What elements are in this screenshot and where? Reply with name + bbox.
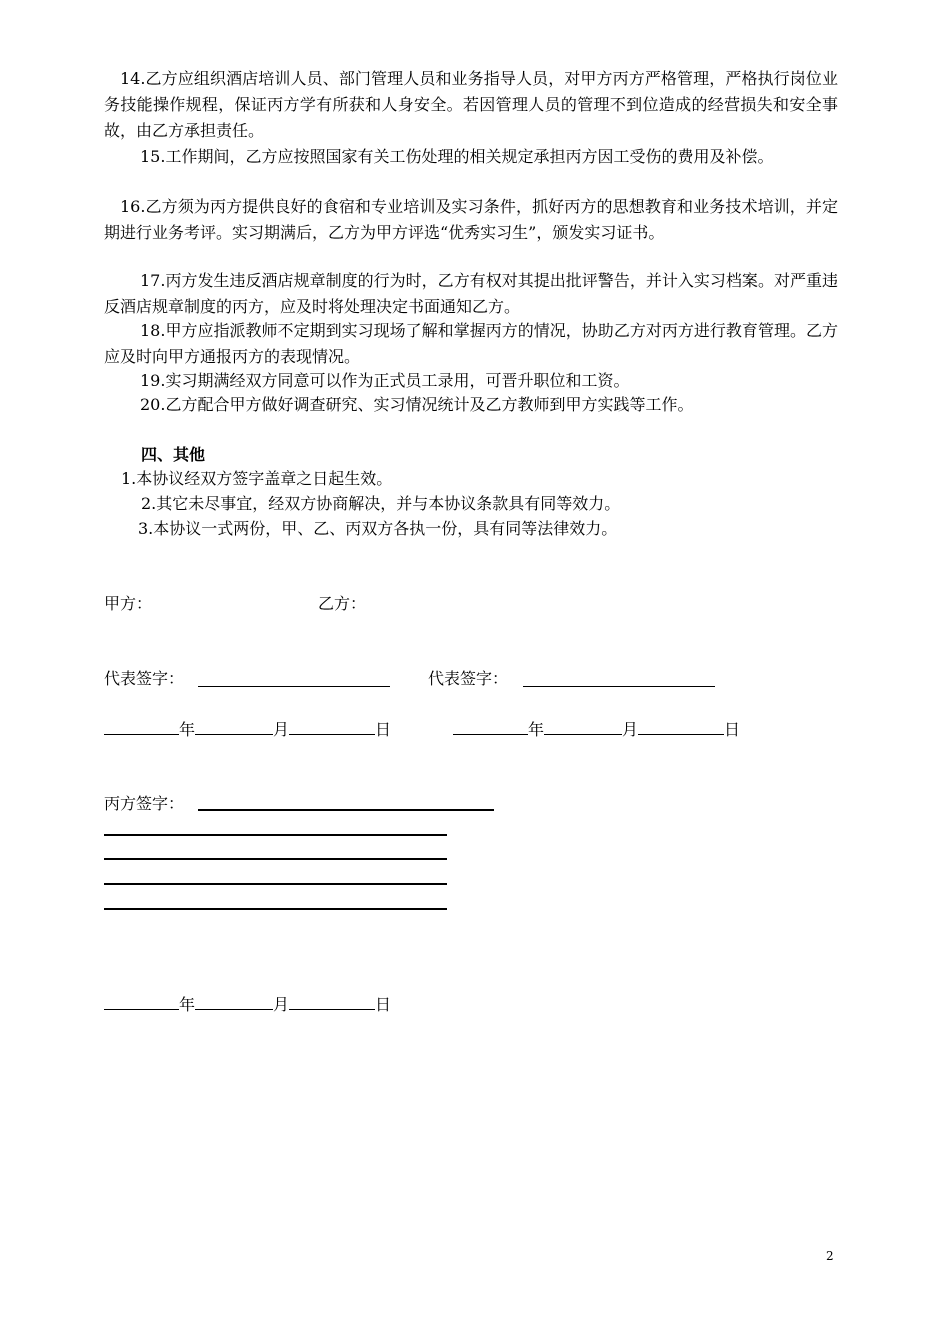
year-label: 年 [179, 720, 196, 739]
party-a-label: 甲方： [104, 594, 153, 613]
day-label: 日 [724, 720, 741, 739]
day-blank[interactable] [289, 991, 375, 1010]
rep-sign-label-b: 代表签字： [428, 669, 509, 688]
party-c-sign-label: 丙方签字： [104, 794, 185, 813]
other-item-3: 3.本协议一式两份，甲、乙、丙双方各执一份，具有同等法律效力。 [138, 519, 618, 538]
date-row-b [453, 716, 740, 743]
month-blank[interactable] [195, 716, 273, 735]
year-blank[interactable] [104, 716, 179, 735]
other-item-2: 2.其它未尽事宜，经双方协商解决，并与本协议条款具有同等效力。 [141, 494, 621, 513]
clause-15: 15.工作期间，乙方应按照国家有关工伤处理的相关规定承担丙方因工受伤的费用及补偿。 [140, 147, 774, 166]
year-label: 年 [179, 995, 196, 1014]
clause-14: 14.乙方应组织酒店培训人员、部门管理人员和业务指导人员，对甲方丙方严格管理，严格执行岗位业务技能操作规程，保证丙方学有所获和人身安全。若因管理人员的管理不到位造成的经营损失和安全事故，由乙方承担责任。 [104, 69, 838, 140]
other-item-1: 1.本协议经双方签字盖章之日起生效。 [121, 469, 393, 488]
clause-20: 20.乙方配合甲方做好调查研究、实习情况统计及乙方教师到甲方实践等工作。 [140, 395, 694, 414]
clause-16: 16.乙方须为丙方提供良好的食宿和专业培训及实习条件，抓好丙方的思想教育和业务技术培训，并定期进行业务考评。实习期满后，乙方为甲方评选“优秀实习生”，颁发实习证书。 [104, 197, 838, 242]
day-label: 日 [375, 995, 392, 1014]
month-label: 月 [273, 720, 290, 739]
month-blank[interactable] [195, 991, 273, 1010]
day-label: 日 [375, 720, 392, 739]
section-heading-other: 四、其他 [141, 445, 206, 464]
day-blank[interactable] [289, 716, 375, 735]
month-label: 月 [273, 995, 290, 1014]
day-blank[interactable] [638, 716, 724, 735]
rep-sign-label-a: 代表签字： [104, 669, 185, 688]
year-label: 年 [528, 720, 545, 739]
clause-17: 17.丙方发生违反酒店规章制度的行为时，乙方有权对其提出批评警告，并计入实习档案。对严重违反酒店规章制度的丙方，应及时将处理决定书面通知乙方。 [104, 271, 838, 316]
party-c-sign-line-5[interactable] [104, 908, 447, 910]
clause-18: 18.甲方应指派教师不定期到实习现场了解和掌握丙方的情况，协助乙方对丙方进行教育管理。乙方应及时向甲方通报丙方的表现情况。 [104, 321, 838, 366]
party-b-label: 乙方： [318, 594, 367, 613]
month-label: 月 [622, 720, 639, 739]
rep-sign-line-b[interactable] [523, 686, 715, 687]
page-number: 2 [826, 1249, 834, 1263]
year-blank[interactable] [453, 716, 528, 735]
party-c-sign-line-2[interactable] [104, 834, 447, 836]
party-c-sign-line[interactable] [198, 809, 494, 811]
month-blank[interactable] [544, 716, 622, 735]
clause-19: 19.实习期满经双方同意可以作为正式员工录用，可晋升职位和工资。 [140, 371, 630, 390]
year-blank[interactable] [104, 991, 179, 1010]
rep-sign-line-a[interactable] [198, 686, 390, 687]
party-c-sign-line-4[interactable] [104, 883, 447, 885]
party-c-sign-line-3[interactable] [104, 858, 447, 860]
date-row-c [104, 991, 391, 1018]
date-row-a [104, 716, 391, 743]
